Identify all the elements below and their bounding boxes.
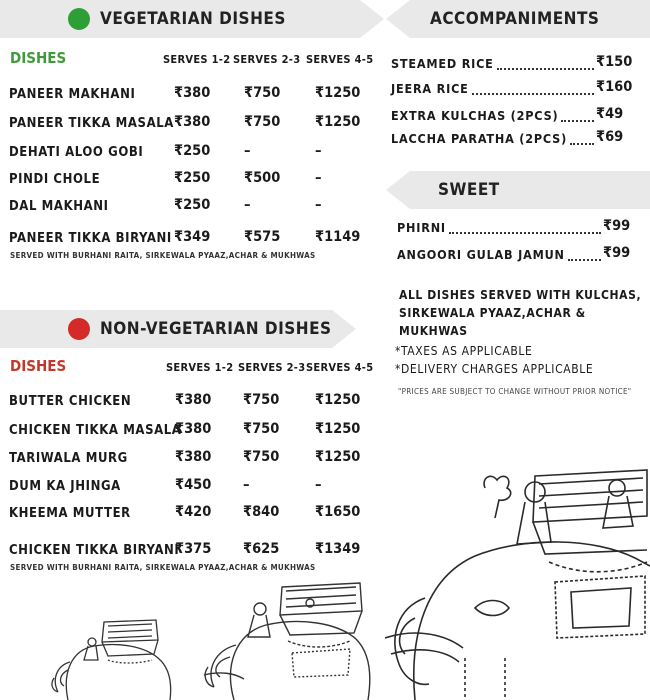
price-p2: ₹750 [243,392,280,408]
item-name: JEERA RICE [391,81,469,96]
banner-arrow [332,310,356,348]
dotted-leader [449,232,601,234]
dotted-leader [568,259,601,261]
price-p2: ₹625 [243,541,280,557]
item-name: STEAMED RICE [391,56,494,71]
price-p1: ₹380 [174,114,211,130]
item-name: PHIRNI [397,220,446,235]
sweet-banner [410,171,650,209]
banner-arrow [360,0,384,38]
price-p3: ₹1349 [315,541,361,557]
price-p2: – [243,477,250,493]
price-p2: – [244,143,251,159]
nonveg-col-serves-2-3: SERVES 2-3 [238,361,306,374]
price-p1: ₹380 [174,85,211,101]
price-p3: – [315,170,322,186]
price-p1: ₹380 [175,421,212,437]
price-p3: ₹1250 [315,392,361,408]
item-name: ANGOORI GULAB JAMUN [397,247,565,262]
accompaniments-title: ACCOMPANIMENTS [430,9,600,29]
large-elephant-illustration [385,458,650,700]
nonveg-biryani-note: SERVED WITH BURHANI RAITA, SIRKEWALA PYAAZ,ACHAR & MUKHWAS [10,563,316,572]
dish-name: DAL MAKHANI [9,199,109,214]
nonveg-col-serves-4-5: SERVES 4-5 [306,361,374,374]
price-p3: ₹1250 [315,449,361,465]
price-p3: – [315,197,322,213]
price-p2: ₹750 [244,85,281,101]
dish-name: PANEER TIKKA MASALA [9,116,174,131]
price-p2: ₹750 [244,114,281,130]
price-p1: ₹250 [174,170,211,186]
price-p1: ₹380 [175,449,212,465]
dish-name: DUM KA JHINGA [9,479,121,494]
price-p3: – [315,143,322,159]
dish-name: PINDI CHOLE [9,172,101,187]
sweet-title: SWEET [438,180,500,200]
veg-col-serves-1-2: SERVES 1-2 [163,53,231,66]
dish-name: DEHATI ALOO GOBI [9,145,144,160]
price-p2: ₹750 [243,421,280,437]
prices-note: "PRICES ARE SUBJECT TO CHANGE WITHOUT PRIOR NOTICE" [398,387,632,396]
nonveg-title: NON-VEGETARIAN DISHES [100,319,332,339]
price-p1: ₹375 [175,541,212,557]
nonveg-banner [0,310,332,348]
medium-elephant-illustration [200,575,375,700]
dish-name: PANEER TIKKA BIRYANI [9,231,172,246]
dotted-leader [497,68,594,70]
price-p1: ₹380 [175,392,212,408]
price-p1: ₹420 [175,504,212,520]
price-p3: ₹1250 [315,114,361,130]
price-p2: ₹500 [244,170,281,186]
dish-name: TARIWALA MURG [9,451,128,466]
dish-name: CHICKEN TIKKA BIRYANI [9,543,180,558]
price-p1: ₹450 [175,477,212,493]
veg-biryani-note: SERVED WITH BURHANI RAITA, SIRKEWALA PYAAZ,ACHAR & MUKHWAS [10,251,316,260]
price-p2: – [244,197,251,213]
veg-dot-icon [68,8,90,30]
veg-col-dishes: DISHES [10,49,67,67]
dish-name: KHEEMA MUTTER [9,506,131,521]
price-p1: ₹349 [174,229,211,245]
banner-arrow [386,0,410,38]
all-dishes-note: ALL DISHES SERVED WITH KULCHAS, SIRKEWALA PYAAZ,ACHAR & MUKHWAS [399,288,642,338]
price-p3: ₹1650 [315,504,361,520]
item-price: ₹150 [596,54,633,70]
taxes-note: *TAXES AS APPLICABLE [395,344,533,358]
price-p3: – [315,477,322,493]
price-p2: ₹840 [243,504,280,520]
item-name: EXTRA KULCHAS (2PCS) [391,108,559,123]
price-p2: ₹750 [243,449,280,465]
nonveg-dot-icon [68,318,90,340]
item-price: ₹160 [596,79,633,95]
dish-name: PANEER MAKHANI [9,87,136,102]
dotted-leader [561,120,594,122]
nonveg-col-serves-1-2: SERVES 1-2 [166,361,234,374]
item-price: ₹69 [596,129,624,145]
delivery-note: *DELIVERY CHARGES APPLICABLE [395,362,594,376]
price-p2: ₹575 [244,229,281,245]
item-name: LACCHA PARATHA (2PCS) [391,131,568,146]
price-p3: ₹1250 [315,421,361,437]
price-p1: ₹250 [174,197,211,213]
banner-arrow [386,171,410,209]
veg-col-serves-4-5: SERVES 4-5 [306,53,374,66]
veg-col-serves-2-3: SERVES 2-3 [233,53,301,66]
dish-name: BUTTER CHICKEN [9,394,132,409]
small-elephant-illustration [48,612,178,700]
veg-banner [0,0,360,38]
nonveg-col-dishes: DISHES [10,357,67,375]
accompaniments-banner [410,0,650,38]
dish-name: CHICKEN TIKKA MASALA [9,423,182,438]
item-price: ₹49 [596,106,624,122]
item-price: ₹99 [603,218,631,234]
item-price: ₹99 [603,245,631,261]
price-p3: ₹1250 [315,85,361,101]
dotted-leader [472,93,594,95]
price-p1: ₹250 [174,143,211,159]
dotted-leader [570,143,594,145]
veg-title: VEGETARIAN DISHES [100,9,286,29]
price-p3: ₹1149 [315,229,361,245]
